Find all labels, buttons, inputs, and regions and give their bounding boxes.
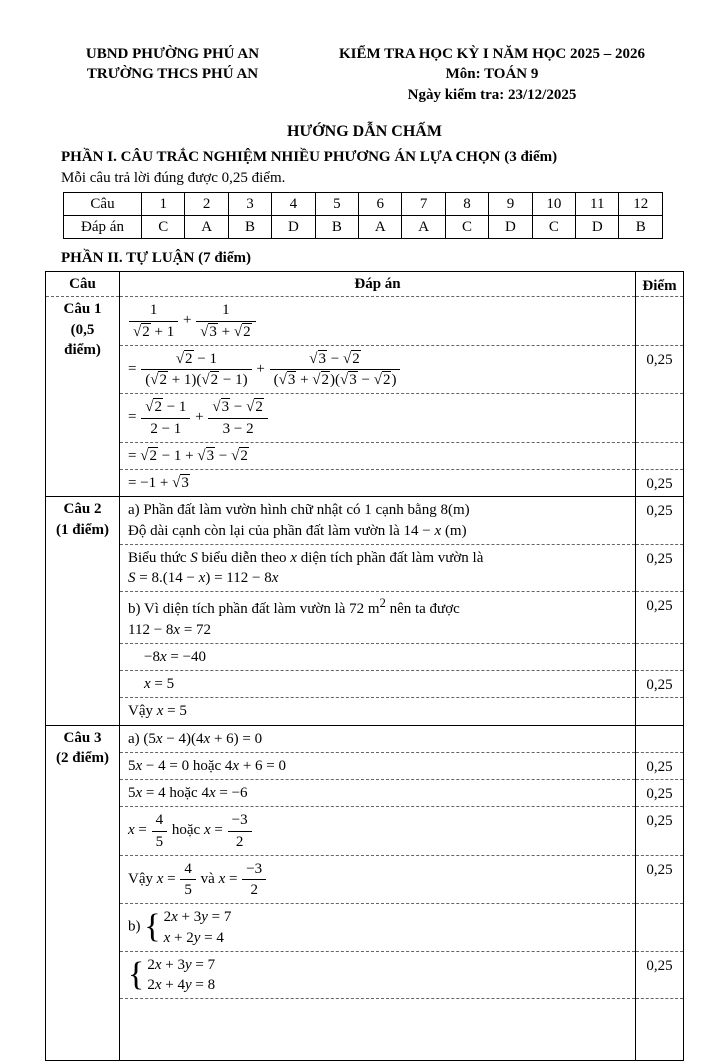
- score-cell: [636, 725, 684, 752]
- essay-answer-table: [45, 271, 684, 1061]
- document-header: [45, 44, 684, 105]
- essay-table-row: [46, 297, 684, 346]
- mc-answer: C: [445, 215, 488, 238]
- score-cell: [636, 904, 684, 952]
- answer-line: Biểu thức S biểu diễn theo x diện tích phần đất làm vườn là S = 8.(14 − x) = 112 − 8x: [120, 544, 636, 592]
- answer-line: a) (5x − 4)(4x + 6) = 0: [120, 725, 636, 752]
- essay-table-row: [46, 592, 684, 644]
- exam-subject: Môn: TOÁN 9: [445, 66, 539, 83]
- score-cell: [636, 643, 684, 670]
- essay-table-row: [46, 497, 684, 545]
- exam-block: [300, 44, 684, 105]
- answer-line: = −1 + √3: [120, 470, 636, 497]
- mc-question-number: 12: [619, 192, 663, 215]
- mc-answer: D: [576, 215, 619, 238]
- mc-question-number: 5: [315, 192, 358, 215]
- mc-answer: B: [315, 215, 358, 238]
- answer-line: a) Phần đất làm vườn hình chữ nhật có 1 cạnh bằng 8(m) Độ dài cạnh còn lại của phần đất làm vườn là 14 − x (m): [120, 497, 636, 545]
- part1-heading: PHẦN I. CÂU TRẮC NGHIỆM NHIỀU PHƯƠNG ÁN LỰA CHỌN (3 điểm): [61, 149, 558, 166]
- essay-table-row: [46, 345, 684, 394]
- score-cell: 0,25: [636, 497, 684, 545]
- answer-line: = √2 − 1 + √3 − √2: [120, 442, 636, 469]
- score-cell: 0,25: [636, 544, 684, 592]
- mc-row-label-answer: Đáp án: [64, 215, 142, 238]
- score-cell: 0,25: [636, 671, 684, 698]
- answer-line: x = $\frac{4}{5}$ hoặc x = $\frac{-3}{2}$: [120, 807, 636, 856]
- score-cell: 0,25: [636, 345, 684, 394]
- question-label: Câu 2 (1 điểm): [46, 497, 120, 725]
- essay-table-row: [46, 442, 684, 469]
- score-cell: [636, 442, 684, 469]
- mc-answer: C: [532, 215, 575, 238]
- exam-date: Ngày kiểm tra: 23/12/2025: [407, 86, 577, 103]
- mc-table-body: [64, 192, 663, 238]
- mc-question-number: 8: [445, 192, 488, 215]
- answer-line: 5x − 4 = 0 hoặc 4x + 6 = 0: [120, 752, 636, 779]
- score-cell: [636, 999, 684, 1061]
- answer-line: = $\frac{√2 - 1}{(√2 + 1)(√2 - 1)}$ + $\frac{√3 - √2}{(√3 + √2)(√3 - √2)}$: [120, 345, 636, 394]
- col-header-question: Câu: [46, 272, 120, 297]
- mc-answer: C: [142, 215, 185, 238]
- answer-line: −8x = −40: [120, 643, 636, 670]
- answer-line: b) { 2x + 3y = 7 x + 2y = 4: [120, 904, 636, 952]
- answer-line: b) Vì diện tích phần đất làm vườn là 72 $m^2$ nên ta được 112 − 8x = 72: [120, 592, 636, 644]
- question-label: Câu 1 (0,5 điểm): [46, 297, 120, 497]
- col-header-answer: Đáp án: [120, 272, 636, 297]
- mc-row-label-question: Câu: [64, 192, 142, 215]
- essay-table-header-row: [46, 272, 684, 297]
- score-cell: 0,25: [636, 592, 684, 644]
- mc-answer: A: [359, 215, 402, 238]
- essay-table-row: [46, 671, 684, 698]
- part2-heading: PHẦN II. TỰ LUẬN (7 điểm): [61, 249, 251, 266]
- essay-table-row: [46, 725, 684, 752]
- essay-table-row: [46, 698, 684, 725]
- score-cell: 0,25: [636, 470, 684, 497]
- score-cell: [636, 698, 684, 725]
- score-cell: 0,25: [636, 780, 684, 807]
- doc-title: HƯỚNG DẪN CHẤM: [287, 122, 442, 140]
- mc-answer: A: [185, 215, 228, 238]
- answer-line: { 2x + 3y = 7 2x + 4y = 8: [120, 951, 636, 999]
- answer-line: = $\frac{√2 - 1}{2 - 1}$ + $\frac{√3 - √2}{3 - 2}$: [120, 394, 636, 443]
- mc-answer: B: [228, 215, 271, 238]
- essay-table-body: [46, 297, 684, 1061]
- answer-line: x = 5: [120, 671, 636, 698]
- answer-line: [120, 999, 636, 1061]
- essay-table-row: [46, 807, 684, 856]
- mc-answer: D: [489, 215, 532, 238]
- mc-answer: A: [402, 215, 445, 238]
- mc-question-number: 7: [402, 192, 445, 215]
- answer-line: Vậy x = $\frac{4}{5}$ và x = $\frac{-3}{2}$: [120, 855, 636, 904]
- essay-table-row: [46, 643, 684, 670]
- mc-table-row: [64, 192, 663, 215]
- org-name-line1: UBND PHƯỜNG PHÚ AN: [85, 46, 260, 62]
- essay-table-row: [46, 855, 684, 904]
- essay-table-row: [46, 999, 684, 1061]
- essay-table-row: [46, 904, 684, 952]
- part1-note: Mỗi câu trả lời đúng được 0,25 điểm.: [61, 169, 286, 186]
- exam-title: KIỂM TRA HỌC KỲ I NĂM HỌC 2025 – 2026: [339, 46, 645, 62]
- mc-question-number: 6: [359, 192, 402, 215]
- essay-table-row: [46, 951, 684, 999]
- mc-question-number: 4: [272, 192, 315, 215]
- essay-table-row: [46, 780, 684, 807]
- multiple-choice-answer-table: [63, 192, 663, 239]
- question-label: Câu 3 (2 điểm): [46, 725, 120, 1061]
- answer-line: Vậy x = 5: [120, 698, 636, 725]
- essay-table-row: [46, 470, 684, 497]
- mc-question-number: 1: [142, 192, 185, 215]
- mc-question-number: 9: [489, 192, 532, 215]
- answer-line: 5x = 4 hoặc 4x = −6: [120, 780, 636, 807]
- essay-table-row: [46, 394, 684, 443]
- score-cell: [636, 297, 684, 346]
- mc-question-number: 10: [532, 192, 575, 215]
- score-cell: [636, 394, 684, 443]
- score-cell: 0,25: [636, 951, 684, 999]
- essay-table-row: [46, 544, 684, 592]
- org-name-line2: TRƯỜNG THCS PHÚ AN: [86, 66, 259, 83]
- essay-table-row: [46, 752, 684, 779]
- mc-question-number: 3: [228, 192, 271, 215]
- mc-answer: B: [619, 215, 663, 238]
- score-cell: 0,25: [636, 752, 684, 779]
- answer-line: $\frac{1}{√2 + 1}$ + $\frac{1}{√3 + √2}$: [120, 297, 636, 346]
- col-header-score: Điểm: [636, 272, 684, 297]
- mc-question-number: 2: [185, 192, 228, 215]
- mc-question-number: 11: [576, 192, 619, 215]
- score-cell: 0,25: [636, 807, 684, 856]
- mc-table-row: [64, 215, 663, 238]
- mc-answer: D: [272, 215, 315, 238]
- score-cell: 0,25: [636, 855, 684, 904]
- org-block: [45, 44, 300, 105]
